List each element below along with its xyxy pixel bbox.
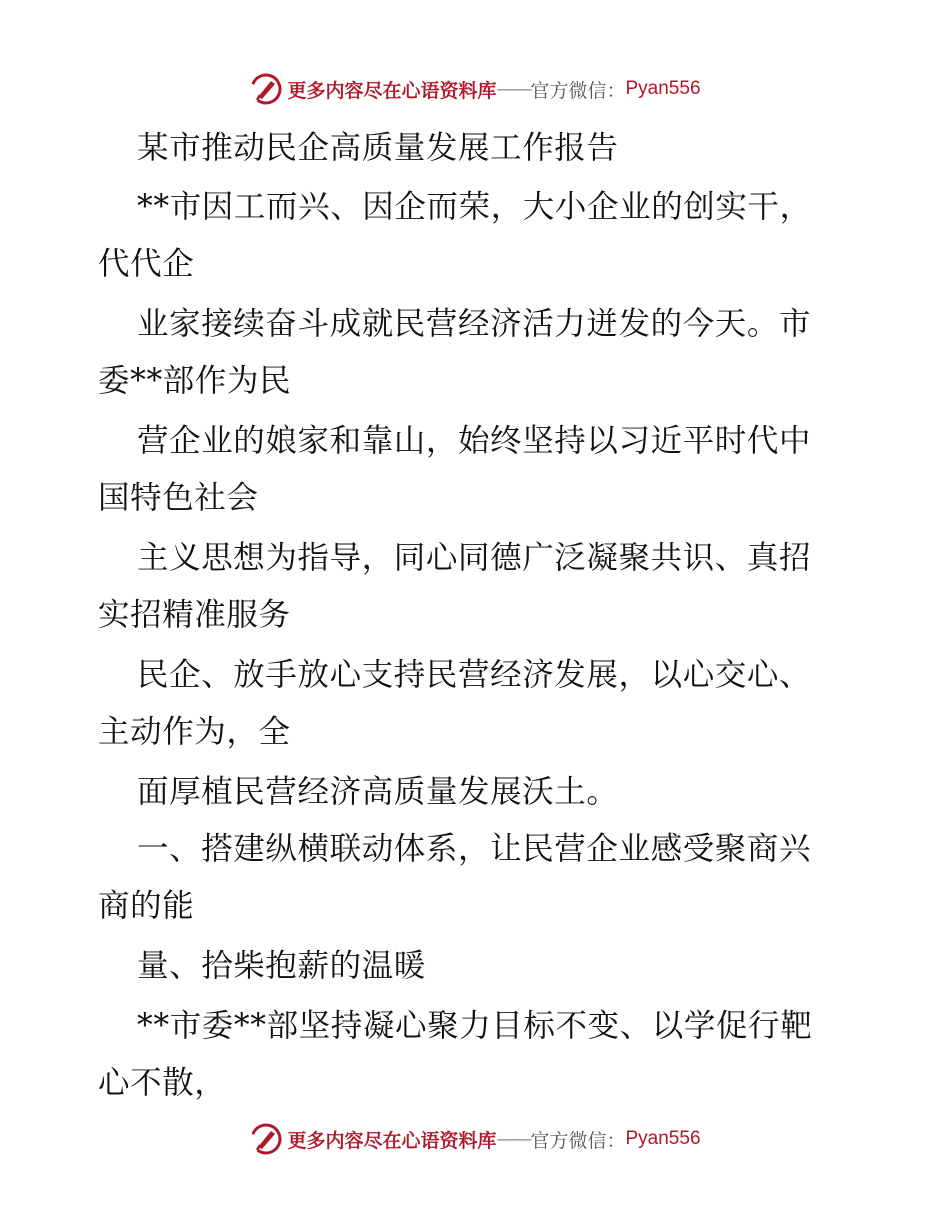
text-line: 营企业的娘家和靠山，始终坚持以习近平时代中 [137,423,812,459]
text-line: 商的能 [98,888,195,924]
quill-logo-icon [249,1122,283,1156]
text-line: 民企、放手放心支持民营经济发展，以心交心、 [137,657,812,693]
text-line: 委**部作为民 [98,363,292,399]
text-line: 代代企 [98,246,195,282]
document-title: 某市推动民企高质量发展工作报告 [137,130,619,166]
text-line: 主义思想为指导，同心同德广泛凝聚共识、真招 [137,540,812,576]
footer-watermark [0,1119,950,1159]
watermark-wechat-label: 官方微信： [530,79,626,102]
watermark-wechat-label: 官方微信： [530,1129,626,1152]
watermark-wechat-id: Pyan556 [625,78,701,99]
text-line: 面厚植民营经济高质量发展沃土。 [137,774,619,810]
watermark-site: 更多内容尽在心语资料库 [287,79,497,102]
watermark-dash: —— [496,78,531,100]
watermark-site: 更多内容尽在心语资料库 [287,1129,497,1152]
watermark-wechat-id: Pyan556 [625,1128,701,1149]
text-line: 实招精准服务 [98,597,291,633]
text-line: **市因工而兴、因企而荣，大小企业的创实干， [137,189,812,225]
text-line: **市委**部坚持凝心聚力目标不变、以学促行靶 [137,1008,813,1044]
text-line: 量、拾柴抱薪的温暖 [137,948,426,984]
text-line: 主动作为，全 [98,714,291,750]
watermark-dash: —— [496,1128,531,1150]
text-line: 国特色社会 [98,480,259,516]
text-line: 业家接续奋斗成就民营经济活力迸发的今天。市 [137,306,812,342]
text-line: 心不散， [98,1065,227,1101]
section-heading: 一、搭建纵横联动体系，让民营企业感受聚商兴 [137,831,812,867]
